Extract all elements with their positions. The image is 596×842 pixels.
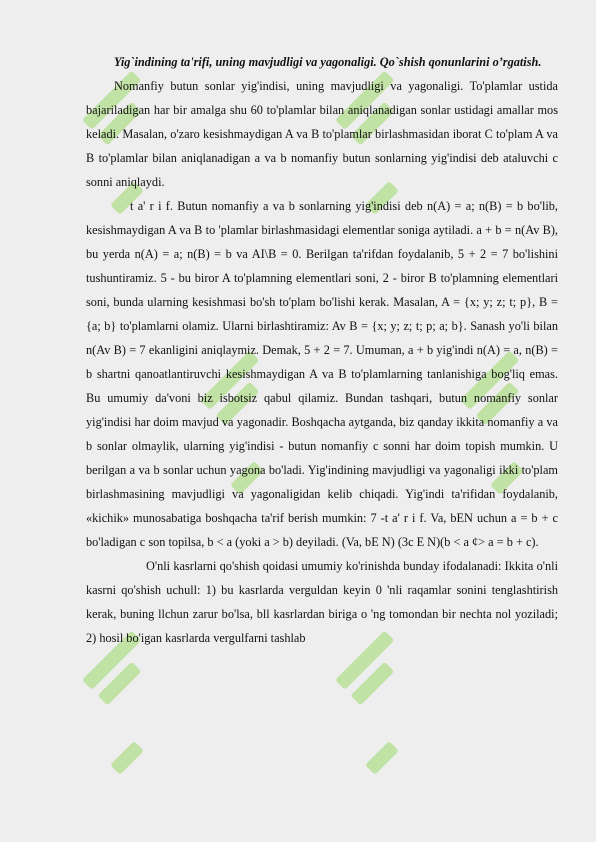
document-body: [86, 50, 558, 650]
paragraph: Nomanfiy butun sonlar yig'indisi, uning mavjudligi va yagonaligi. To'plamlar ustida bajariladigan har bir amalga shu 60 to'plamlar bilan aniqlanadigan sonlar ustidagi amallar mos keladi. Masalan, o'zaro kesishmaydigan A va B to'plamlar birlashmasidan iborat C to'plam A va B to'plamlar bilan aniqlanadigan a va b nomanfiy butun sonlarning yig'indisi deb ataluvchi c sonni aniqlaydi.: [86, 79, 558, 189]
paragraph: O'nli kasrlarni qo'shish qoidasi umumiy ko'rinishda bunday ifodalanadi: Ikkita o'nli kasrni qo'shish uchull: 1) bu kasrlarda verguldan keyin 0 'nli raqamlar sonini tenglashtirish kerak, buning llchun zarur bo'lsa, bll kasrlardan biriga o 'ng tomondan bir nechta nol yoziladi; 2) hosil bo'igan kasrlarda vergulfarni tashlab: [86, 559, 558, 645]
paragraph: t a' r i f. Butun nomanfiy a va b sonlarning yig'indisi deb n(A) = a; n(B) = b bo'lib, kesishmaydigan A va B to 'plamlar birlashmasidagi elementlar soniga aytiladi. a + b = n(Av B), bu yerda n(A) = a; n(B) = b va AI\B = 0. Berilgan ta'rifdan foydalanib, 5 + 2 = 7 bo'lishini tushuntiramiz. 5 - bu biror A to'plamning elementlari soni, 2 - biror B to'plamning elementlari soni, bunda ularning kesishmasi bo'sh to'plam bo'lishi kerak. Masalan, A = {x; y; z; t; p}, B = {a; b} to'plamlarni olamiz. Ularni birlashtiramiz: Av B = {x; y; z; t; p; a; b}. Sanash yo'li bilan n(Av B) = 7 ekanligini aniqlaymiz. Demak, 5 + 2 = 7. Umuman, a + b yig'indi n(A) = a, n(B) = b shartni qanoatlantiruvchi kesishmaydigan A va B to'plamlarning tanlanishiga bog'liq emas. Bu umumiy da'voni biz isbotsiz qabul qilamiz. Bundan tashqari, butun nomanfiy sonlar yig'indisi har doim mavjud va yagonadir. Boshqacha aytganda, biz qanday ikkita nomanfiy a va b sonlar olmaylik, ularning yig'indisi - butun nomanfiy c sonni har doim topish mumkin. U berilgan a va b sonlar uchun yagona bo'ladi. Yig'indining mavjudligi va yagonaligi ikki to'plam birlashmasining mavjudligi va yagonaligidan kelib chiqadi. Yig'indi ta'rifidan foydalanib, «kichik» munosabatiga boshqacha ta'rif berish mumkin: 7 -t a' r i f. Va, bEN uchun a = b + c bo'ladigan c son topilsa, b < a (yoki a > b) deyiladi. (Va, bE N) (3c E N)(b < a ¢> a = b + c).: [86, 199, 558, 549]
document-title: Yig`indining ta'rifi, uning mavjudligi va yagonaligi. Qo`shish qonunlarini o’rgatish.: [114, 55, 542, 69]
